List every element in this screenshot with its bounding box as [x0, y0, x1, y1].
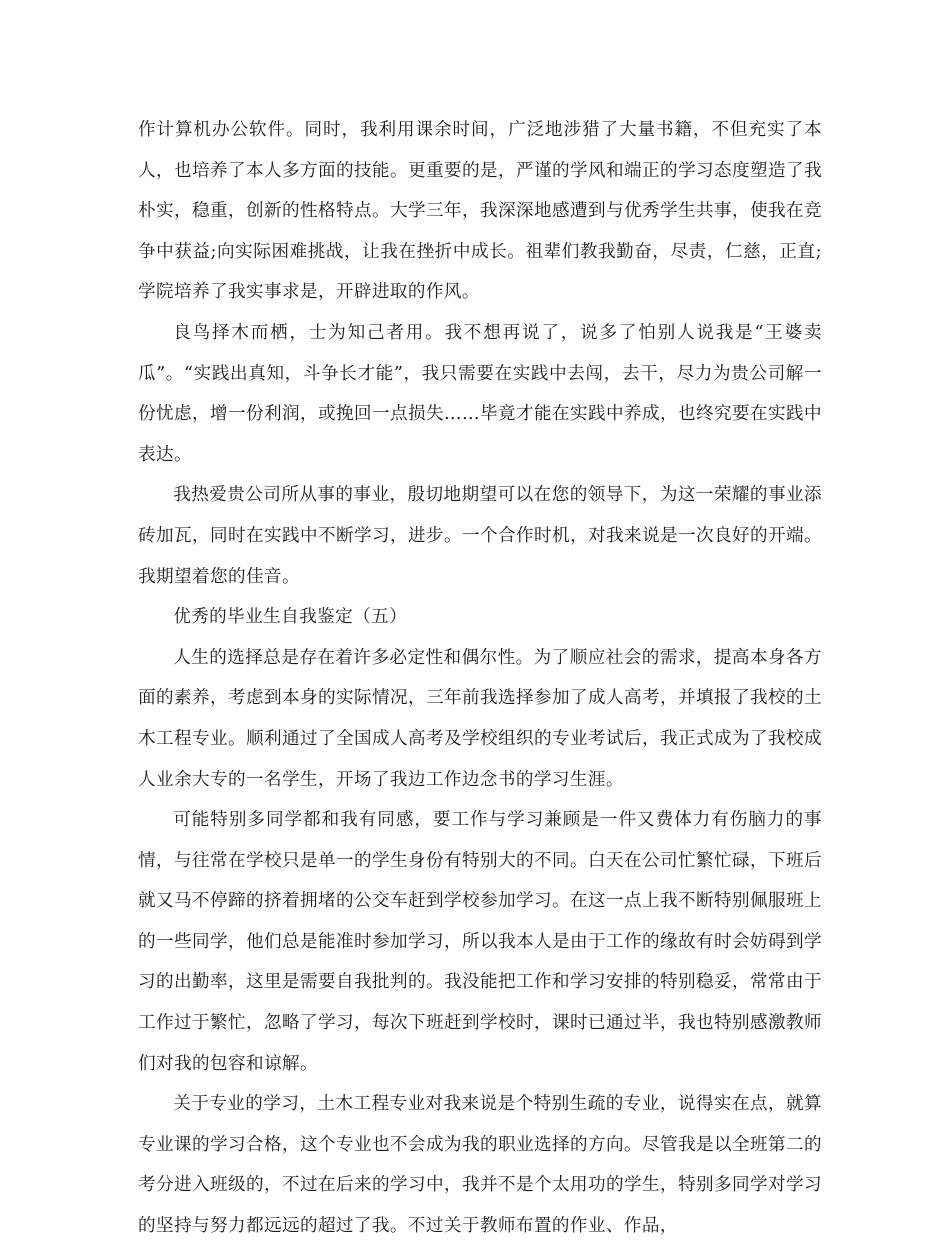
section-heading: 优秀的毕业生自我鉴定（五）: [173, 607, 408, 628]
paragraph-major-study: 关于专业的学习，土木工程专业对我来说是个特别生疏的专业，说得实在点，就算专业课的学习合格，这个专业也不会成为我的职业选择的方向。尽管我是以全班第二的考分进入班级的，不过在后来的学习中，我并不是个太用功的学生，特别多同学对学习的坚持与努力都远远的超过了我。不过关于教师布置的作业、作品，: [138, 1094, 822, 1237]
document-page: [138, 110, 822, 1247]
paragraph-work-study: 可能特别多同学都和我有同感，要工作与学习兼顾是一件又费体力有伤脑力的事情，与往常在学校只是单一的学生身份有特别大的不同。白天在公司忙繁忙碌，下班后就又马不停蹄的挤着拥堵的公交车赶到学校参加学习。在这一点上我不断特别佩服班上的一些同学，他们总是能准时参加学习，所以我本人是由于工作的缘故有时会妨碍到学习的出勤率，这里是需要自我批判的。我没能把工作和学习安排的特别稳妥，常常由于工作过于繁忙，忽略了学习，每次下班赶到学校时，课时已通过半，我也特别感激教师们对我的包容和谅解。: [138, 810, 822, 1074]
paragraph-life-choice: 人生的选择总是存在着许多必定性和偶尔性。为了顺应社会的需求，提高本身各方面的素养，考虑到本身的实际情况，三年前我选择参加了成人高考，并填报了我校的土木工程专业。顺利通过了全国成人高考及学校组织的专业考试后，我正式成为了我校成人业余大专的一名学生，开场了我边工作边念书的学习生涯。: [138, 647, 822, 790]
paragraph-continued: 作计算机办公软件。同时，我利用课余时间，广泛地涉猎了大量书籍，不但充实了本人，也培养了本人多方面的技能。更重要的是，严谨的学风和端正的学习态度塑造了我朴实，稳重，创新的性格特点。大学三年，我深深地感遭到与优秀学生共事，使我在竞争中获益;向实际困难挑战，让我在挫折中成长。祖辈们教我勤奋，尽责，仁慈，正直;学院培养了我实事求是，开辟进取的作风。: [138, 120, 822, 303]
paragraph-good-bird: 良鸟择木而栖，士为知己者用。我不想再说了，说多了怕别人说我是“王婆卖瓜”。“实践出真知，斗争长才能”，我只需要在实践中去闯，去干，尽力为贵公司解一份忧虑，增一份利润，或挽回一点损失……毕竟才能在实践中养成，也终究要在实践中表达。: [138, 322, 822, 465]
paragraph-love-company: 我热爱贵公司所从事的事业，殷切地期望可以在您的领导下，为这一荣耀的事业添砖加瓦，同时在实践中不断学习，进步。一个合作时机，对我来说是一次良好的开端。我期望着您的佳音。: [138, 485, 822, 587]
